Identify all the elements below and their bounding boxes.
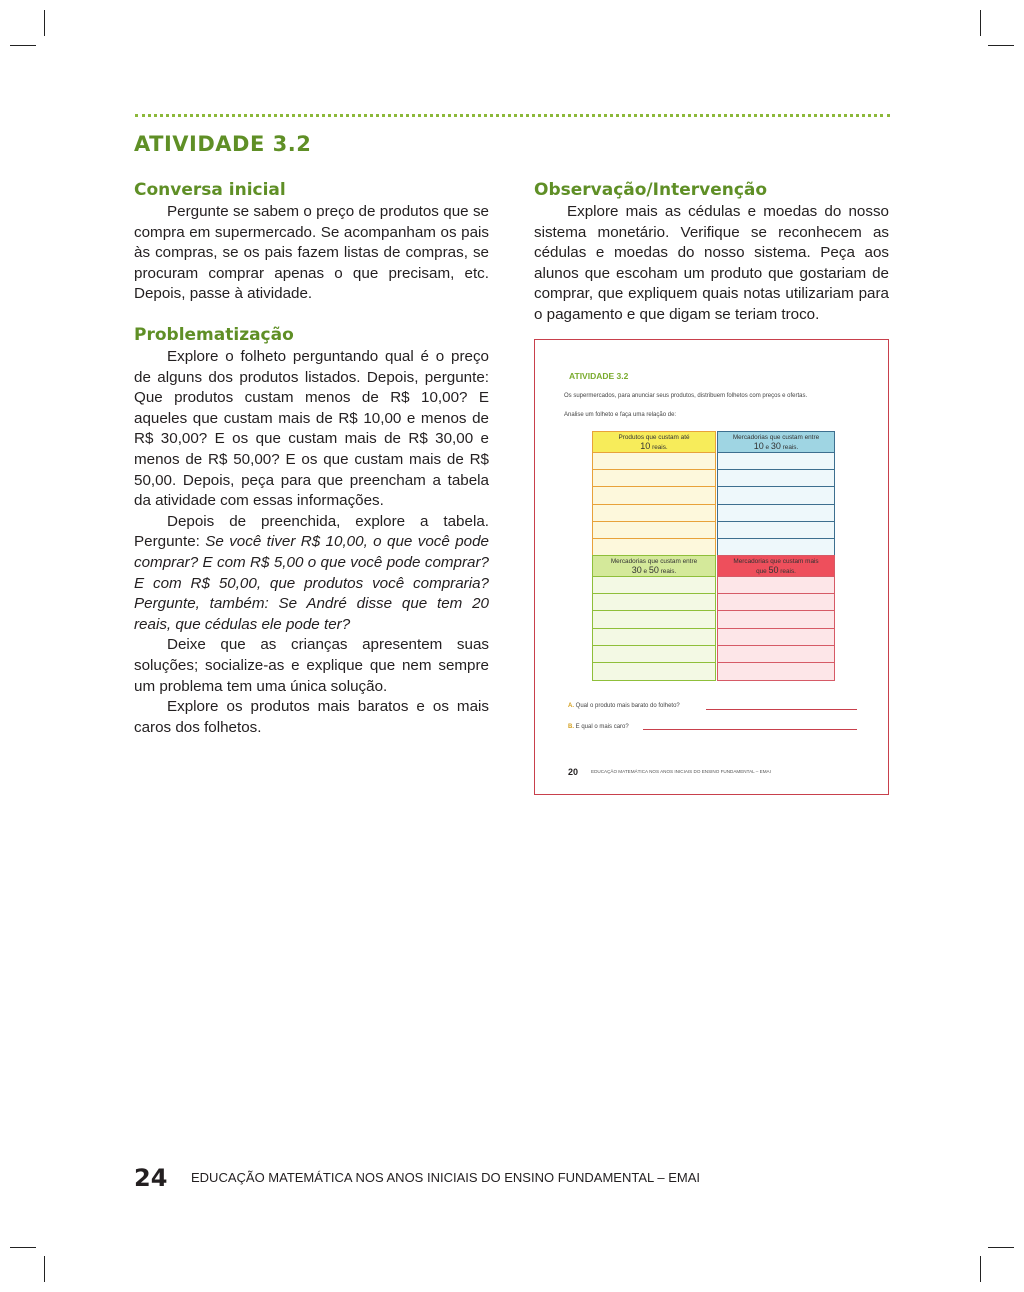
- table-cell[interactable]: [593, 646, 715, 663]
- problem-paragraph-3: Deixe que as crianças apresentem suas soluções; socialize-as e explique que nem sempre um problema tem uma única solução.: [134, 636, 489, 695]
- problematizacao-text-block: [134, 347, 489, 738]
- table-cell[interactable]: [593, 577, 715, 594]
- table-cell[interactable]: [593, 663, 715, 680]
- problem-paragraph-2: [134, 512, 489, 636]
- table-cell[interactable]: [593, 470, 715, 487]
- worksheet-title: ATIVIDADE 3.2: [569, 371, 629, 381]
- observacao-heading: Observação/Intervenção: [534, 180, 768, 200]
- crop-mark: [44, 1256, 45, 1282]
- table-cell[interactable]: [593, 522, 715, 539]
- header-number: 30: [631, 565, 642, 575]
- observacao-paragraph: Explore mais as cédulas e moedas do nosso sistema monetário. Verifique se reconhecem as cédulas e moedas do nosso sistema. Peça aos alunos que escoham um produto que gostariam de comprar, que expliquem quais notas utilizariam para o pagamento e que digam se teriam troco.: [534, 203, 889, 323]
- page-number: 24: [134, 1164, 168, 1192]
- worksheet-intro: Os supermercados, para anunciar seus produtos, distribuem folhetos com preços e ofertas.: [564, 393, 808, 399]
- header-number: 50: [648, 565, 659, 575]
- table-cell[interactable]: [718, 577, 834, 594]
- table-cell[interactable]: [718, 663, 834, 680]
- table-rows-ate-10: [592, 453, 716, 557]
- table-cell[interactable]: [593, 539, 715, 556]
- question-text: E qual o mais caro?: [575, 724, 629, 730]
- table-cell[interactable]: [593, 505, 715, 522]
- crop-mark: [980, 10, 981, 36]
- table-header-mais-50: [717, 555, 835, 577]
- problematizacao-heading: Problematização: [134, 325, 294, 345]
- problem-paragraph-1: Explore o folheto perguntando qual é o preço de alguns dos produtos listados. Depois, pergunte: Que produtos custam menos de R$ 10,00? E aqueles que custam mais de R$ 10,00 e menos de R$ 30,00? E os que custam mais de R$ 30,00 e menos de R$ 50,00? E os que custam mais de R$ 50,00. Depois, peça para que preencham a tabela da atividade com essas informações.: [134, 348, 489, 510]
- footer-title: EDUCAÇÃO MATEMÁTICA NOS ANOS INICIAIS DO ENSINO FUNDAMENTAL – EMAI: [191, 1170, 700, 1185]
- header-number: 30: [770, 441, 781, 451]
- table-cell[interactable]: [718, 470, 834, 487]
- problem-paragraph-2-italic: Se você tiver R$ 10,00, o que você pode comprar? E com R$ 5,00 o que você pode comprar? E com R$ 50,00, que produtos você compraria? Pergunte, também: Se André disse que tem 20 reais, que cédulas ele pode ter?: [134, 533, 489, 633]
- conversa-heading: Conversa inicial: [134, 180, 286, 200]
- header-label: Produtos que custam até: [618, 434, 690, 441]
- header-unit: reais.: [778, 568, 796, 575]
- table-cell[interactable]: [718, 611, 834, 628]
- dotted-divider: [135, 114, 890, 117]
- worksheet-instruction: Analise um folheto e faça uma relação de:: [564, 412, 677, 418]
- crop-mark: [980, 1256, 981, 1282]
- table-cell[interactable]: [593, 611, 715, 628]
- header-unit: reais.: [658, 568, 677, 575]
- question-letter: A.: [568, 703, 574, 709]
- conversa-paragraph: Pergunte se sabem o preço de produtos que se compra em supermercado. Se acompanham os pais às compras, se os pais fazem listas de compras, se procuram comprar apenas o que precisam, etc. Depois, passe à atividade.: [134, 203, 489, 303]
- question-b: [568, 724, 629, 730]
- crop-mark: [988, 45, 1014, 46]
- header-number: 10: [640, 441, 651, 451]
- table-cell[interactable]: [593, 487, 715, 504]
- problem-paragraph-4: Explore os produtos mais baratos e os mais caros dos folhetos.: [134, 698, 489, 736]
- header-label: Mercadorias que custam entre: [610, 558, 698, 565]
- header-prefix: que: [756, 568, 769, 575]
- table-header-10-30: [717, 431, 835, 453]
- worksheet-footer-text: EDUCAÇÃO MATEMÁTICA NOS ANOS INICIAIS DO ENSINO FUNDAMENTAL – EMAI: [591, 769, 771, 774]
- answer-line-b: [643, 729, 857, 730]
- header-connector: e: [641, 568, 649, 575]
- table-cell[interactable]: [718, 629, 834, 646]
- table-cell[interactable]: [593, 594, 715, 611]
- question-text: Qual o produto mais barato do folheto?: [575, 703, 680, 709]
- answer-line-a: [706, 709, 857, 710]
- table-cell[interactable]: [718, 487, 834, 504]
- table-cell[interactable]: [718, 522, 834, 539]
- table-rows-30-50: [592, 577, 716, 681]
- header-connector: e: [763, 444, 771, 451]
- question-a: [568, 703, 680, 709]
- table-header-ate-10: [592, 431, 716, 453]
- table-cell[interactable]: [718, 505, 834, 522]
- header-number: 50: [768, 565, 779, 575]
- table-cell[interactable]: [718, 453, 834, 470]
- problem-paragraph-2-start: Depois de preenchida, explore a tabela. Pergunte:: [134, 512, 489, 551]
- table-rows-10-30: [717, 453, 835, 557]
- question-letter: B.: [568, 724, 574, 730]
- table-cell[interactable]: [593, 629, 715, 646]
- worksheet-page-number: 20: [568, 767, 579, 777]
- header-unit: reais.: [650, 444, 668, 451]
- crop-mark: [10, 45, 36, 46]
- header-unit: reais.: [780, 444, 799, 451]
- crop-mark: [988, 1247, 1014, 1248]
- table-cell[interactable]: [718, 646, 834, 663]
- header-number: 10: [753, 441, 764, 451]
- observacao-text-block: [534, 202, 889, 326]
- activity-title: ATIVIDADE 3.2: [134, 132, 312, 156]
- table-cell[interactable]: [593, 453, 715, 470]
- worksheet-preview: [534, 339, 889, 795]
- header-label: Mercadorias que custam mais: [733, 558, 819, 565]
- table-rows-mais-50: [717, 577, 835, 681]
- table-header-30-50: [592, 555, 716, 577]
- table-cell[interactable]: [718, 539, 834, 556]
- crop-mark: [10, 1247, 36, 1248]
- crop-mark: [44, 10, 45, 36]
- header-label: Mercadorias que custam entre: [732, 434, 820, 441]
- conversa-text-block: [134, 202, 489, 305]
- table-cell[interactable]: [718, 594, 834, 611]
